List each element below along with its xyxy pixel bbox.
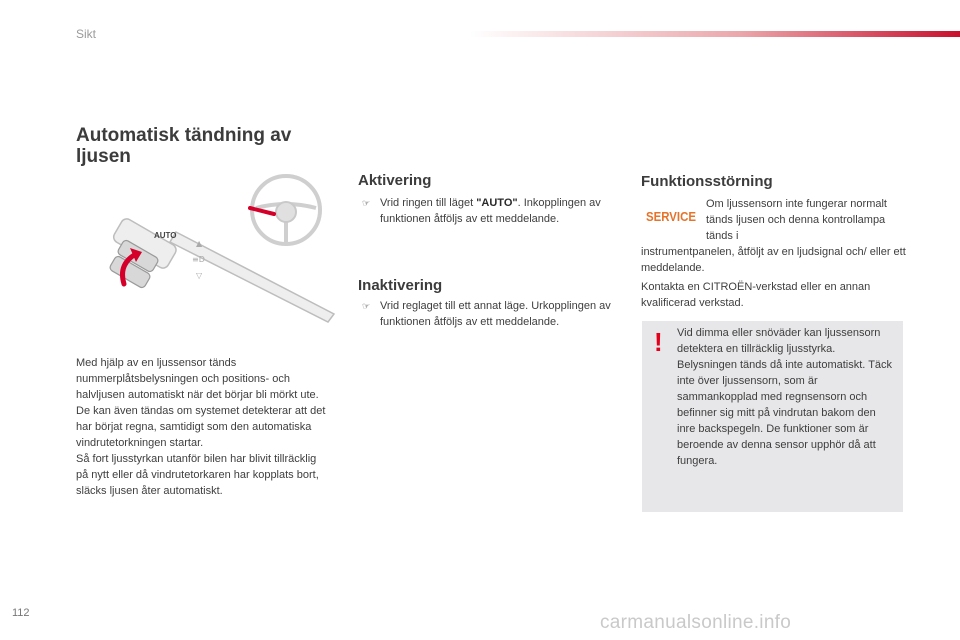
service-warning-icon bbox=[645, 205, 697, 227]
svg-text:▲: ▲ bbox=[196, 239, 203, 248]
warning-text bbox=[677, 325, 897, 469]
warning-paragraph: Belysningen tänds då inte automatiskt. Täck inte över ljussensorn, som är sammankopplad med regnsensorn och befinner sig mitt på vindrutan bakom den inre backspegeln. De funktioner som är beroende av denna sensor upphör då att fungera. bbox=[677, 359, 893, 467]
exclamation-icon: ! bbox=[654, 327, 663, 357]
svg-text:≡D: ≡D bbox=[192, 255, 205, 264]
malfunction-text: Om ljussensorn inte fungerar normalt tänds ljusen och denna kontrollampa tänds i bbox=[706, 198, 887, 242]
activation-heading: Aktivering bbox=[358, 172, 432, 189]
malfunction-text: Kontakta en CITROËN-verkstad eller en annan kvalificerad verkstad. bbox=[641, 281, 871, 309]
page-number: 112 bbox=[12, 607, 30, 619]
malfunction-heading: Funktionsstörning bbox=[641, 173, 773, 190]
deactivation-instruction: ☞ Vrid reglaget till ett annat läge. Urkopplingen av funktionen åtföljs av ett meddelande. bbox=[362, 300, 611, 328]
auto-label: AUTO bbox=[154, 231, 177, 240]
auto-keyword: "AUTO" bbox=[476, 197, 518, 209]
intro-text bbox=[76, 355, 331, 499]
pointer-bullet-icon: ☞ bbox=[362, 198, 371, 208]
header-accent-bar bbox=[470, 31, 960, 37]
activation-instruction: ☞ Vrid ringen till läget "AUTO". Inkopplingen av funktionen åtföljs av ett meddelande. bbox=[362, 197, 601, 225]
intro-paragraph: Med hjälp av en ljussensor tänds nummerplåtsbelysningen och positions- och halvljusen automatiskt när det börjar bli mörkt ute. De kan även tändas om systemet detekterar att det har börjat regna, samtidigt som den automatiska vindrutetorkningen startar. bbox=[76, 357, 326, 449]
warning-paragraph: Vid dimma eller snöväder kan ljussensorn detektera en tillräcklig ljusstyrka. bbox=[677, 327, 881, 355]
light-stalk-illustration bbox=[96, 172, 340, 322]
page-title: Automatisk tändning av ljusen bbox=[76, 125, 292, 167]
intro-paragraph: Så fort ljusstyrkan utanför bilen har blivit tillräcklig på nytt eller då vindrutetorkaren har kopplats bort, släcks ljusen åter automatiskt. bbox=[76, 453, 319, 497]
warning-box bbox=[642, 321, 903, 512]
watermark: carmanualsonline.info bbox=[600, 612, 792, 633]
svg-text:SERVICE: SERVICE bbox=[646, 209, 697, 224]
pointer-bullet-icon: ☞ bbox=[362, 301, 371, 311]
deactivation-heading: Inaktivering bbox=[358, 277, 443, 294]
malfunction-text: instrumentpanelen, åtföljt av en ljudsignal och/ eller ett meddelande. bbox=[641, 246, 906, 274]
section-label: Sikt bbox=[76, 27, 97, 41]
svg-text:▽: ▽ bbox=[196, 271, 203, 280]
